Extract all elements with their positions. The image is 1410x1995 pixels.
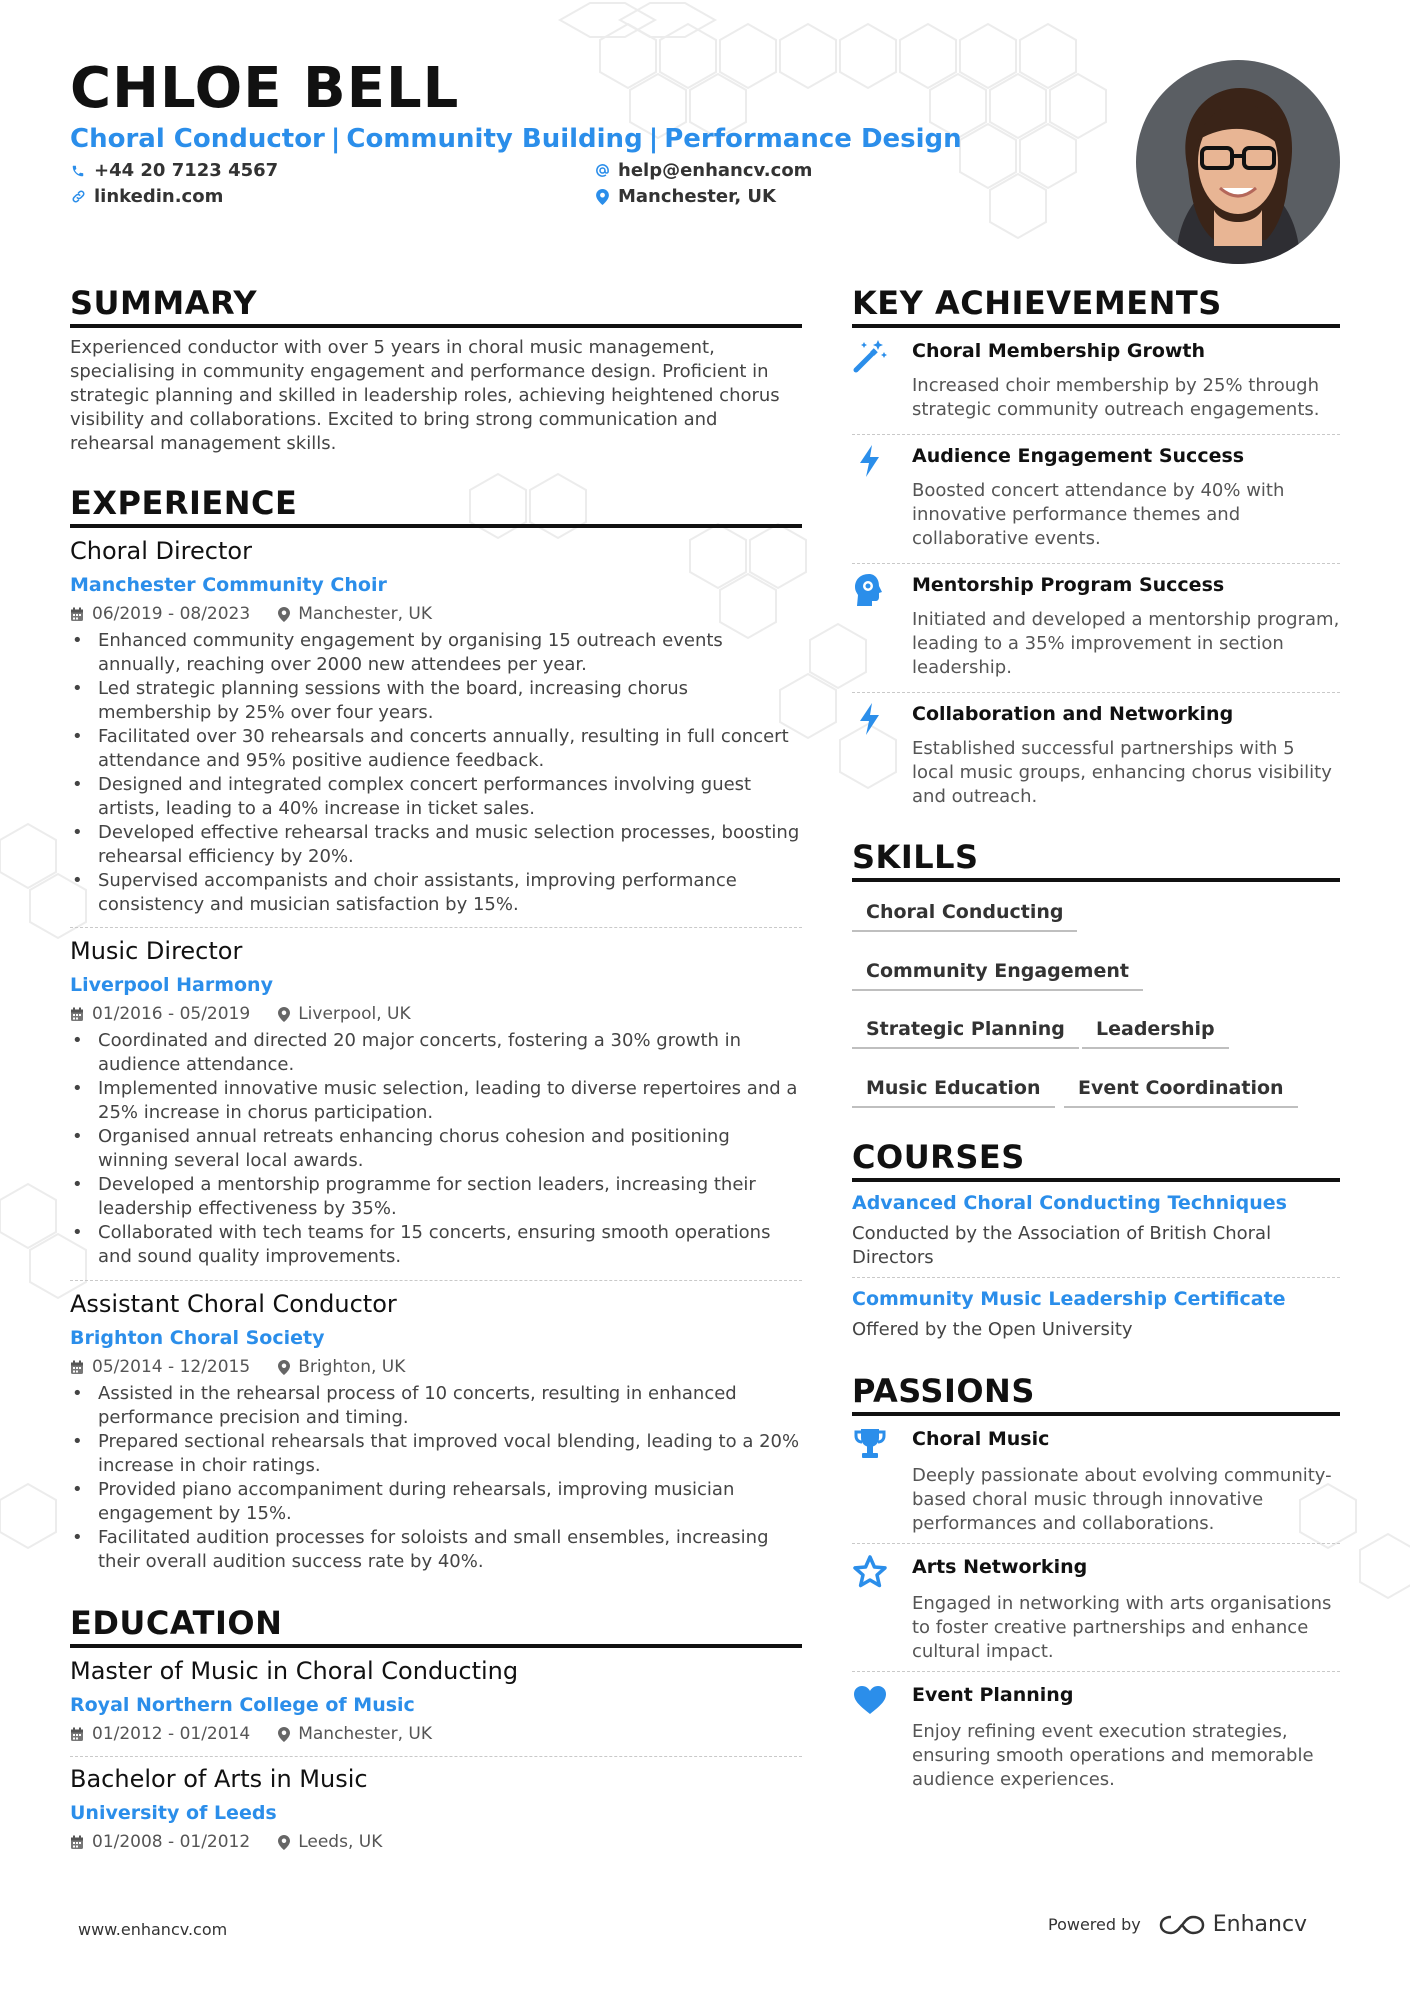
course-title: Community Music Leadership Certificate — [852, 1288, 1286, 1310]
course-desc: Offered by the Open University — [852, 1319, 1133, 1340]
courses-heading: COURSES — [852, 1138, 1025, 1176]
company-name: Manchester Community Choir — [70, 574, 387, 596]
phone-icon — [70, 162, 86, 180]
passion-desc: Enjoy refining event execution strategies, ensuring smooth operations and memorable audience experiences. — [912, 1721, 1314, 1790]
education-meta — [70, 1723, 802, 1745]
calendar-icon — [70, 607, 84, 622]
passion-desc: Engaged in networking with arts organisations to foster creative partnerships and enhance cultural impact. — [912, 1593, 1332, 1662]
achievement-title: Mentorship Program Success — [912, 574, 1225, 596]
headline-separator: | — [648, 124, 659, 154]
bullet-item: • Developed a mentorship programme for section leaders, increasing their leadership effectiveness by 35%. — [70, 1173, 802, 1221]
divider — [852, 1277, 1340, 1278]
job-location-text: Manchester, UK — [298, 604, 433, 624]
skills-heading: SKILLS — [852, 838, 979, 876]
summary-rule — [70, 324, 802, 328]
skills-rule — [852, 878, 1340, 882]
company-name: Liverpool Harmony — [70, 974, 273, 996]
job-location-text: Liverpool, UK — [298, 1004, 411, 1024]
passion-item — [852, 1550, 1340, 1670]
passion-item — [852, 1678, 1340, 1798]
job-dates — [70, 603, 250, 625]
bullet-item: • Coordinated and directed 20 major concerts, fostering a 30% growth in audience attendance. — [70, 1029, 802, 1077]
bullet-item: • Facilitated audition processes for soloists and small ensembles, increasing their overall audition success rate by 40%. — [70, 1526, 802, 1574]
location-pin-icon — [278, 1835, 290, 1850]
lightning-icon — [852, 443, 888, 479]
job-bullets — [70, 629, 802, 917]
summary-text: Experienced conductor with over 5 years in choral music management, specialising in community engagement and performance design. Proficient in strategic planning and skilled in leadership roles, achieving heightened chorus visibility and collaborations. Excited to bring strong communication and rehearsal management skills. — [70, 337, 780, 454]
calendar-icon — [70, 1007, 84, 1022]
job-title: Choral Director — [70, 537, 252, 565]
linkedin-text: linkedin.com — [94, 186, 224, 207]
divider — [852, 563, 1340, 564]
summary-heading: SUMMARY — [70, 284, 258, 322]
divider — [852, 692, 1340, 693]
bullet-item: • Assisted in the rehearsal process of 10 concerts, resulting in enhanced performance precision and timing. — [70, 1382, 802, 1430]
achievement-item — [852, 568, 1340, 688]
job-location-text: Brighton, UK — [298, 1357, 406, 1377]
skill-tag: Event Coordination — [1064, 1072, 1298, 1108]
bullet-item: • Provided piano accompaniment during rehearsals, improving musician engagement by 15%. — [70, 1478, 802, 1526]
course-desc: Conducted by the Association of British Choral Directors — [852, 1223, 1272, 1268]
experience-item — [70, 536, 802, 917]
footer-branding — [1048, 1912, 1307, 1937]
contact-linkedin[interactable] — [70, 186, 223, 207]
education-meta — [70, 1831, 802, 1853]
company-name: Brighton Choral Society — [70, 1327, 325, 1349]
location-pin-icon — [278, 1007, 290, 1022]
education-location-text: Manchester, UK — [298, 1724, 433, 1744]
enhancv-mark-icon — [1159, 1913, 1205, 1937]
job-meta — [70, 1356, 802, 1378]
job-dates-text: 01/2016 - 05/2019 — [92, 1004, 251, 1024]
education-dates-text: 01/2008 - 01/2012 — [92, 1832, 251, 1852]
lightning-icon — [852, 701, 888, 737]
education-item — [70, 1764, 802, 1853]
courses-rule — [852, 1178, 1340, 1182]
bullet-item: • Implemented innovative music selection, leading to diverse repertoires and a 25% increase in chorus participation. — [70, 1077, 802, 1125]
job-dates-text: 05/2014 - 12/2015 — [92, 1357, 251, 1377]
achievement-item — [852, 439, 1340, 559]
headline-part-2: Community Building — [346, 124, 643, 154]
passion-title: Choral Music — [912, 1428, 1050, 1450]
location-pin-icon — [278, 607, 290, 622]
divider — [852, 1671, 1340, 1672]
passions-heading: PASSIONS — [852, 1372, 1035, 1410]
divider — [70, 927, 802, 928]
job-bullets — [70, 1029, 802, 1269]
job-dates — [70, 1003, 250, 1025]
phone-text: +44 20 7123 4567 — [94, 160, 279, 181]
passion-item — [852, 1422, 1340, 1542]
location-text: Manchester, UK — [618, 186, 776, 207]
calendar-icon — [70, 1835, 84, 1850]
bullet-item: • Led strategic planning sessions with the board, increasing chorus membership by 25% over four years. — [70, 677, 802, 725]
headline — [70, 124, 962, 154]
job-dates-text: 06/2019 - 08/2023 — [92, 604, 251, 624]
divider — [852, 1543, 1340, 1544]
passion-title: Event Planning — [912, 1684, 1074, 1706]
achievement-desc: Increased choir membership by 25% through strategic community outreach engagements. — [912, 375, 1320, 420]
achievement-title: Collaboration and Networking — [912, 703, 1234, 725]
passion-desc: Deeply passionate about evolving community-based choral music through innovative performances and collaborations. — [912, 1465, 1332, 1534]
skill-tag: Music Education — [852, 1072, 1055, 1108]
job-location — [278, 603, 432, 625]
magic-wand-icon — [852, 338, 888, 374]
enhancv-logo[interactable] — [1159, 1912, 1307, 1937]
achievement-desc: Boosted concert attendance by 40% with innovative performance themes and collaborative events. — [912, 480, 1285, 549]
link-icon — [70, 188, 86, 206]
experience-item — [70, 936, 802, 1269]
degree-title: Master of Music in Choral Conducting — [70, 1657, 519, 1685]
location-pin-icon — [594, 188, 610, 206]
skill-tag: Choral Conducting — [852, 896, 1077, 932]
education-item — [70, 1656, 802, 1745]
job-location — [278, 1003, 410, 1025]
bullet-item: • Collaborated with tech teams for 15 concerts, ensuring smooth operations and sound quality improvements. — [70, 1221, 802, 1269]
achievement-item — [852, 334, 1340, 430]
calendar-icon — [70, 1360, 84, 1375]
degree-title: Bachelor of Arts in Music — [70, 1765, 368, 1793]
education-location-text: Leeds, UK — [298, 1832, 383, 1852]
course-title: Advanced Choral Conducting Techniques — [852, 1192, 1287, 1214]
education-dates — [70, 1723, 250, 1745]
achievement-title: Choral Membership Growth — [912, 340, 1206, 362]
achievement-desc: Initiated and developed a mentorship program, leading to a 35% improvement in section leadership. — [912, 609, 1340, 678]
school-name: Royal Northern College of Music — [70, 1694, 415, 1716]
achievements-rule — [852, 324, 1340, 328]
education-dates — [70, 1831, 250, 1853]
headline-separator: | — [330, 124, 341, 154]
job-dates — [70, 1356, 250, 1378]
bullet-item: • Organised annual retreats enhancing chorus cohesion and positioning winning several local awards. — [70, 1125, 802, 1173]
profile-photo — [1136, 60, 1340, 264]
job-location — [278, 1356, 405, 1378]
headline-part-1: Choral Conductor — [70, 124, 325, 154]
candidate-name: CHLOE BELL — [70, 56, 460, 121]
job-meta — [70, 603, 802, 625]
location-pin-icon — [278, 1727, 290, 1742]
bullet-item: • Designed and integrated complex concert performances involving guest artists, leading to a 40% increase in ticket sales. — [70, 773, 802, 821]
contact-email[interactable] — [594, 160, 812, 181]
head-gear-icon — [852, 572, 888, 608]
powered-by-text: Powered by — [1048, 1915, 1141, 1934]
email-text: help@enhancv.com — [618, 160, 813, 181]
achievement-title: Audience Engagement Success — [912, 445, 1245, 467]
job-bullets — [70, 1382, 802, 1574]
experience-item — [70, 1289, 802, 1574]
divider — [70, 1280, 802, 1281]
footer-website[interactable]: www.enhancv.com — [78, 1920, 228, 1939]
education-location — [278, 1723, 432, 1745]
bullet-item: • Enhanced community engagement by organising 15 outreach events annually, reaching over 2000 new attendees per year. — [70, 629, 802, 677]
experience-heading: EXPERIENCE — [70, 484, 298, 522]
education-dates-text: 01/2012 - 01/2014 — [92, 1724, 251, 1744]
brand-text: Enhancv — [1212, 1912, 1308, 1937]
school-name: University of Leeds — [70, 1802, 277, 1824]
skill-tag: Community Engagement — [852, 955, 1143, 991]
trophy-icon — [852, 1426, 888, 1462]
calendar-icon — [70, 1727, 84, 1742]
passion-title: Arts Networking — [912, 1556, 1088, 1578]
bullet-item: • Developed effective rehearsal tracks and music selection processes, boosting rehearsal efficiency by 20%. — [70, 821, 802, 869]
achievement-item — [852, 697, 1340, 817]
skill-tag: Strategic Planning — [852, 1013, 1079, 1049]
job-title: Music Director — [70, 937, 243, 965]
education-location — [278, 1831, 382, 1853]
divider — [852, 434, 1340, 435]
education-heading: EDUCATION — [70, 1604, 283, 1642]
education-rule — [70, 1644, 802, 1648]
bullet-item: • Facilitated over 30 rehearsals and concerts annually, resulting in full concert attendance and 95% positive audience feedback. — [70, 725, 802, 773]
star-icon — [852, 1554, 888, 1590]
job-title: Assistant Choral Conductor — [70, 1290, 397, 1318]
headline-part-3: Performance Design — [664, 124, 962, 154]
passions-rule — [852, 1412, 1340, 1416]
bullet-item: • Supervised accompanists and choir assistants, improving performance consistency and musician satisfaction by 15%. — [70, 869, 802, 917]
skill-tag: Leadership — [1082, 1013, 1229, 1049]
achievement-desc: Established successful partnerships with 5 local music groups, enhancing chorus visibility and outreach. — [912, 738, 1332, 807]
divider — [70, 1756, 802, 1757]
location-pin-icon — [278, 1360, 290, 1375]
contact-phone[interactable] — [70, 160, 278, 181]
achievements-heading: KEY ACHIEVEMENTS — [852, 284, 1222, 322]
contact-location — [594, 186, 776, 207]
experience-rule — [70, 524, 802, 528]
job-meta — [70, 1003, 802, 1025]
bullet-item: • Prepared sectional rehearsals that improved vocal blending, leading to a 20% increase in choir ratings. — [70, 1430, 802, 1478]
at-icon — [594, 162, 610, 180]
heart-icon — [852, 1682, 888, 1718]
